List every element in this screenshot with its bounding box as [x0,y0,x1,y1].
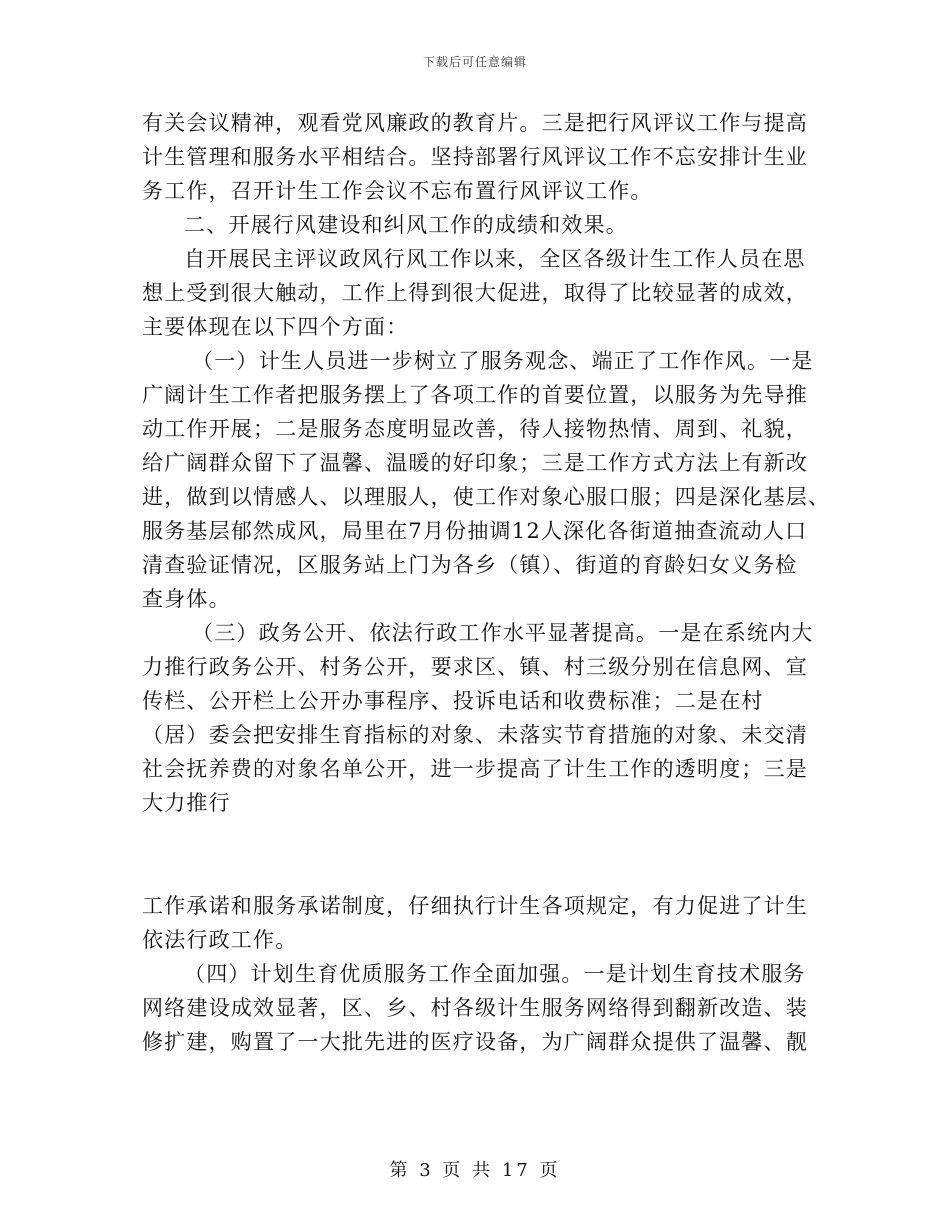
text-line: 依法行政工作。 [142,928,298,952]
text-line: 社会抚养费的对象名单公开，进一步提高了计生工作的透明度；三是 [142,757,808,781]
text-line: 务工作，召开计生工作会议不忘布置行风评议工作。 [142,179,653,203]
text-line: 计生管理和服务水平相结合。坚持部署行风评议工作不忘安排计生业 [142,145,808,169]
text-line: 清查验证情况，区服务站上门为各乡（镇）、街道的育龄妇女义务检 [142,553,798,577]
text-line: 想上受到很大触动，工作上得到很大促进，取得了比较显著的成效， [142,281,808,305]
text-line: 网络建设成效显著，区、乡、村各级计生服务网络得到翻新改造、装 [142,996,808,1020]
text-line: （居）委会把安排生育指标的对象、未落实节育措施的对象、未交清 [142,723,808,747]
text-line: 查身体。 [142,587,231,611]
paragraph-first-line: （三）政务公开、依法行政工作水平显著提高。一是在系统内大 [192,621,814,645]
text-line: 工作承诺和服务承诺制度，仔细执行计生各项规定，有力促进了计生 [142,894,808,918]
page-number-footer: 第 3 页 共 17 页 [389,1160,561,1181]
text-line: 修扩建，购置了一大批先进的医疗设备，为广阔群众提供了温馨、靓 [142,1030,808,1054]
document-body [142,106,831,1059]
paragraph-first-line: 自开展民主评议政风行风工作以来，全区各级计生工作人员在思 [184,247,806,271]
text-line: 动工作开展；二是服务态度明显改善，待人接物热情、周到、礼貌， [142,417,808,441]
text-line: 给广阔群众留下了温馨、温暖的好印象；三是工作方式方法上有新改 [142,451,808,475]
text-line: 广阔计生工作者把服务摆上了各项工作的首要位置，以服务为先导推 [142,383,808,407]
text-line: 进，做到以情感人、以理服人，使工作对象心服口服；四是深化基层、 [142,485,831,509]
page-break-gap [142,820,814,889]
text-line: 传栏、公开栏上公开办事程序、投诉电话和收费标准；二是在村 [142,689,764,713]
text-line: 主要体现在以下四个方面： [142,315,409,339]
page-header-note: 下载后可任意编辑 [422,55,527,69]
paragraph-first-line: （一）计生人员进一步树立了服务观念、端正了工作作风。一是 [192,349,814,373]
section-heading: 二、开展行风建设和纠风工作的成绩和效果。 [184,213,628,237]
text-line: 力推行政务公开、村务公开，要求区、镇、村三级分别在信息网、宣 [142,655,808,679]
text-line: 服务基层郁然成风，局里在7月份抽调12人深化各街道抽查流动人口 [142,519,808,543]
paragraph-first-line: （四）计划生育优质服务工作全面加强。一是计划生育技术服务 [184,962,806,986]
text-line: 有关会议精神，观看党风廉政的教育片。三是把行风评议工作与提高 [142,111,808,135]
text-line: 大力推行 [142,791,231,815]
